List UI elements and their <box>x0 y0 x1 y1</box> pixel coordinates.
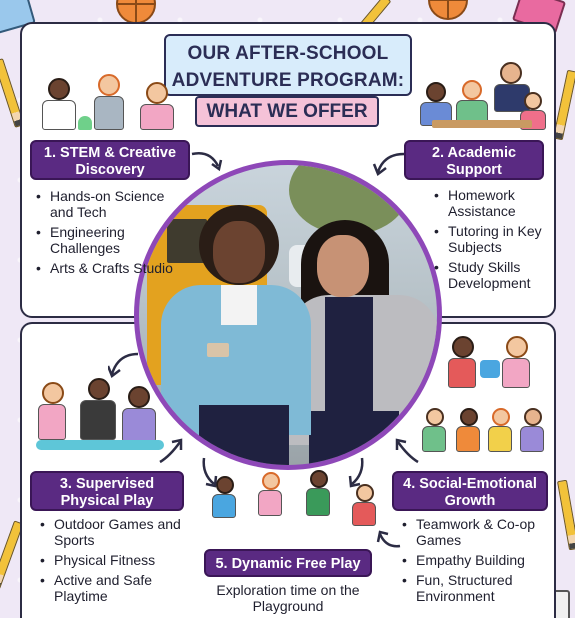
teamwork-kids-illustration <box>420 334 550 464</box>
section-heading-physical: 3. Supervised Physical Play <box>30 471 184 511</box>
basketball-icon <box>116 0 156 24</box>
section-heading-stem: 1. STEM & Creative Discovery <box>30 140 190 180</box>
arrow-icon <box>392 436 422 466</box>
student-face <box>317 235 369 297</box>
list-item: • Physical Fitness <box>40 552 190 568</box>
stem-list <box>36 188 186 280</box>
page-title: OUR AFTER-SCHOOL ADVENTURE PROGRAM: <box>164 34 412 96</box>
arrow-icon <box>108 350 142 378</box>
list-item: • Hands-on Science and Tech <box>36 188 186 220</box>
page-subtitle: WHAT WE OFFER <box>195 96 379 127</box>
list-item: • Arts & Crafts Studio <box>36 260 186 276</box>
stem-kids-illustration <box>36 72 176 134</box>
list-item: • Tutoring in Key Subjects <box>434 223 560 255</box>
list-item: • Fun, Structured Environment <box>402 572 562 604</box>
academic-list <box>434 187 560 295</box>
playing-kids-illustration <box>36 376 166 466</box>
list-item: • Empathy Building <box>402 552 562 568</box>
arrow-icon <box>372 150 406 178</box>
phone-icon <box>207 343 229 357</box>
section-heading-free-play: 5. Dynamic Free Play <box>204 549 372 577</box>
pencil-icon <box>553 70 575 141</box>
arrow-icon <box>198 456 222 490</box>
list-item: • Homework Assistance <box>434 187 560 219</box>
arrow-icon <box>156 436 186 466</box>
study-kids-illustration <box>420 62 550 132</box>
list-item: • Active and Safe Playtime <box>40 572 190 604</box>
student-face <box>213 221 265 283</box>
basketball-icon <box>428 0 468 20</box>
social-list <box>402 516 562 608</box>
list-item: • Engineering Challenges <box>36 224 186 256</box>
list-item: • Teamwork & Co-op Games <box>402 516 562 548</box>
free-play-description: Exploration time on the Playground <box>216 582 360 614</box>
list-item: • Study Skills Development <box>434 259 560 291</box>
section-heading-academic: 2. Academic Support <box>404 140 544 180</box>
arrow-icon <box>190 148 224 174</box>
list-item: • Outdoor Games and Sports <box>40 516 190 548</box>
arrow-icon <box>344 456 368 490</box>
physical-list <box>40 516 190 608</box>
section-heading-social: 4. Social-Emotional Growth <box>392 471 548 511</box>
arrow-icon <box>376 526 402 552</box>
